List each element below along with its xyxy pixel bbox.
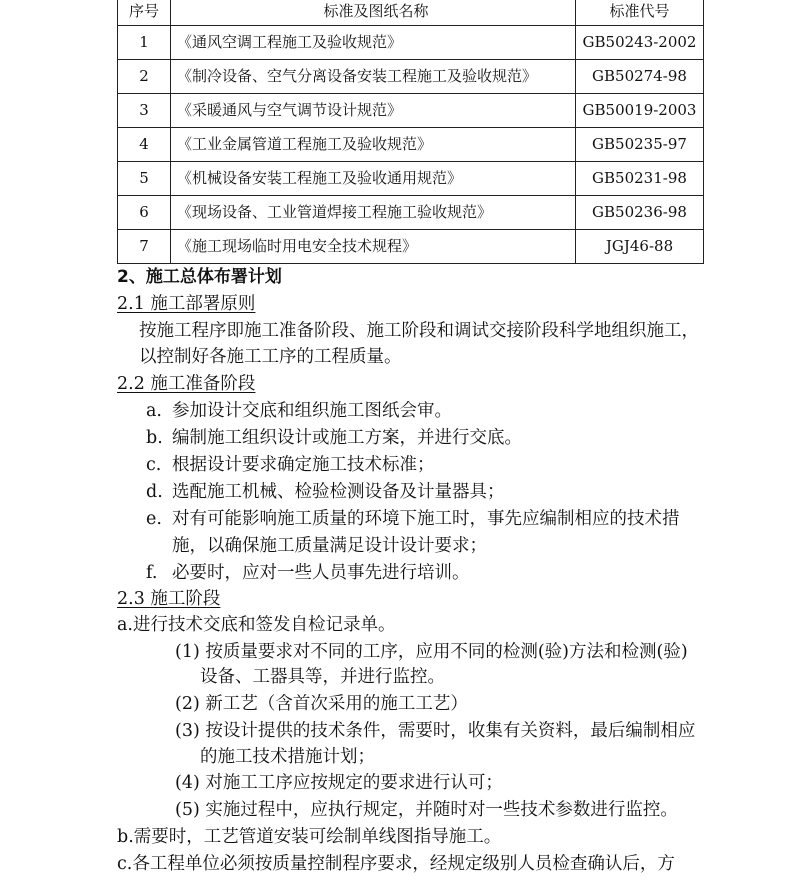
standards-table — [117, 0, 704, 264]
table-row — [118, 94, 704, 128]
list-marker: e. — [146, 509, 162, 529]
row-code: GB50231-98 — [576, 162, 704, 196]
row-name: 《采暖通风与空气调节设计规范》 — [171, 94, 576, 128]
paragraph-b: b.需要时，工艺管道安装可绘制单线图指导施工。 — [117, 827, 502, 847]
row-code: GB50019-2003 — [576, 94, 704, 128]
header-name: 标准及图纸名称 — [171, 0, 576, 26]
list-item — [146, 480, 505, 504]
row-name: 《制冷设备、空气分离设备安装工程施工及验收规范》 — [171, 60, 576, 94]
table-row — [118, 128, 704, 162]
row-name: 《现场设备、工业管道焊接工程施工验收规范》 — [171, 196, 576, 230]
list-item — [146, 534, 487, 558]
sub-item: (3) 按设计提供的技术条件，需要时，收集有关资料，最后编制相应 — [175, 721, 696, 741]
list-marker: b. — [146, 428, 163, 448]
row-code: JGJ46-88 — [576, 230, 704, 264]
list-text: 编制施工组织设计或施工方案，并进行交底。 — [172, 428, 522, 448]
row-no: 3 — [118, 94, 171, 128]
sub-item: (5) 实施过程中，应执行规定，并随时对一些技术参数进行监控。 — [175, 800, 678, 820]
row-name: 《机械设备安装工程施工及验收通用规范》 — [171, 162, 576, 196]
row-no: 2 — [118, 60, 171, 94]
list-marker: a. — [146, 401, 162, 421]
row-no: 1 — [118, 26, 171, 60]
row-name: 《施工现场临时用电安全技术规程》 — [171, 230, 576, 264]
table-header-row — [118, 0, 704, 26]
sub-item: (4) 对施工工序应按规定的要求进行认可； — [175, 773, 503, 793]
table-row — [118, 26, 704, 60]
row-no: 4 — [118, 128, 171, 162]
list-item — [146, 426, 522, 450]
row-code: GB50236-98 — [576, 196, 704, 230]
list-text: 选配施工机械、检验检测设备及计量器具； — [172, 482, 505, 502]
table-row — [118, 60, 704, 94]
list-text: 对有可能影响施工质量的环境下施工时，事先应编制相应的技术措 — [172, 509, 680, 529]
list-text: 根据设计要求确定施工技术标准； — [172, 455, 435, 475]
list-text: 参加设计交底和组织施工图纸会审。 — [172, 401, 452, 421]
list-marker: c. — [146, 455, 162, 475]
sub-item: (2) 新工艺（含首次采用的施工工艺） — [175, 694, 468, 714]
table-row — [118, 196, 704, 230]
paragraph-a: a.进行技术交底和签发自检记录单。 — [117, 615, 396, 635]
paragraph-c: c.各工程单位必须按质量控制程序要求，经规定级别人员检查确认后，方 — [117, 854, 675, 874]
list-item — [146, 507, 680, 531]
table-row — [118, 162, 704, 196]
list-text: 必要时，应对一些人员事先进行培训。 — [172, 563, 470, 583]
table-row — [118, 230, 704, 264]
paragraph-line: 按施工程序即施工准备阶段、施工阶段和调试交接阶段科学地组织施工， — [139, 321, 699, 341]
list-marker: d. — [146, 482, 163, 502]
list-marker: f. — [146, 563, 158, 583]
row-code: GB50235-97 — [576, 128, 704, 162]
row-no: 6 — [118, 196, 171, 230]
list-item — [146, 399, 452, 423]
section-2-title: 2、施工总体布署计划 — [117, 267, 282, 287]
sub-item-continued: 的施工技术措施计划； — [200, 747, 375, 767]
sub-item: (1) 按质量要求对不同的工序，应用不同的检测(验)方法和检测(验) — [175, 642, 688, 662]
row-name: 《工业金属管道工程施工及验收规范》 — [171, 128, 576, 162]
section-2-1-title: 2.1 施工部署原则 — [117, 294, 256, 314]
sub-item-continued: 设备、工器具等，并进行监控。 — [200, 667, 445, 687]
header-code: 标准代号 — [576, 0, 704, 26]
section-2-2-title: 2.2 施工准备阶段 — [117, 374, 256, 394]
list-item — [146, 561, 470, 585]
list-text: 施，以确保施工质量满足设计设计要求； — [172, 536, 487, 556]
paragraph-line: 以控制好各施工工序的工程质量。 — [139, 347, 402, 367]
row-code: GB50274-98 — [576, 60, 704, 94]
list-item — [146, 453, 435, 477]
row-code: GB50243-2002 — [576, 26, 704, 60]
row-name: 《通风空调工程施工及验收规范》 — [171, 26, 576, 60]
header-no: 序号 — [118, 0, 171, 26]
section-2-3-title: 2.3 施工阶段 — [117, 589, 221, 609]
row-no: 7 — [118, 230, 171, 264]
row-no: 5 — [118, 162, 171, 196]
